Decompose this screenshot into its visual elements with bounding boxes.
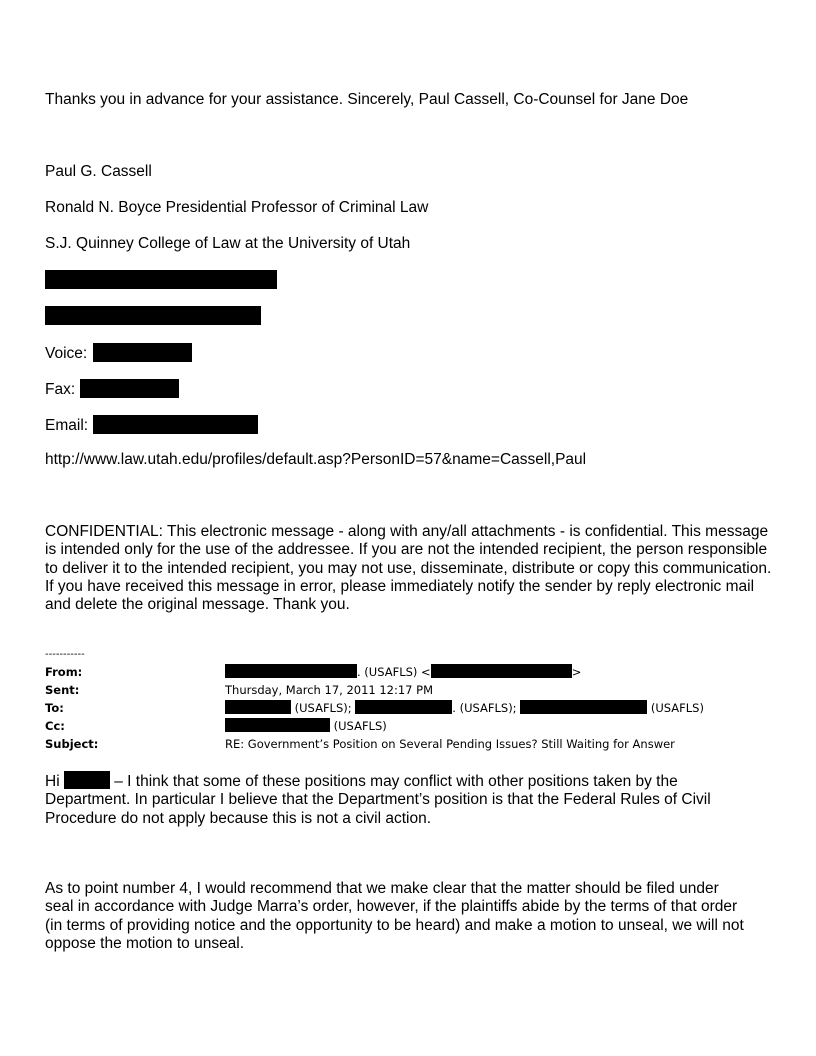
redacted-address-line-1: [45, 270, 277, 289]
body-p1-line-1: [45, 771, 775, 791]
body-paragraph-2: [45, 880, 775, 953]
body-p2-line-1: As to point number 4, I would recommend that we make clear that the matter should be filed under: [45, 880, 719, 897]
fax-row: [45, 379, 179, 399]
confidentiality-notice: CONFIDENTIAL: This electronic message - along with any/all attachments - is confidential. This message is intended only for the use of the addressee. If you are not the intended recipient, the person responsible to deliver it to the intended recipient, you may not use, disseminate, distribute or copy this communication. If you have received this message in error, please immediately notify the sender by reply electronic mail and delete the original message. Thank you.: [45, 523, 772, 614]
voice-row: [45, 343, 192, 363]
from-suffix: . (USAFLS) <: [357, 665, 431, 679]
body-p2-line-2: seal in accordance with Judge Marra’s order, however, if the plaintiffs abide by the terms of that order: [45, 898, 738, 916]
redacted-recipient-1: [225, 700, 291, 714]
to-part-3: (USAFLS): [647, 701, 704, 715]
redacted-address-line-2: [45, 306, 261, 325]
cc-value: [225, 717, 387, 735]
subject-value: RE: Government’s Position on Several Pending Issues? Still Waiting for Answer: [225, 737, 675, 751]
fax-label: Fax:: [45, 381, 76, 398]
body-p1-line-3: Procedure do not apply because this is not a civil action.: [45, 809, 432, 827]
voice-label: Voice:: [45, 345, 88, 362]
cc-part-1: (USAFLS): [330, 719, 387, 733]
body-p2-line-3: (in terms of providing notice and the opportunity to be heard) and make a motion to unseal, we will not: [45, 916, 744, 934]
redacted-fax-number: [80, 379, 179, 398]
redacted-recipient-2: [355, 700, 452, 714]
to-part-1: (USAFLS);: [291, 701, 352, 715]
greeting: Hi: [45, 773, 60, 790]
redacted-recipient-name: [64, 771, 110, 789]
redacted-sender-email: [431, 664, 572, 678]
separator: -----------: [45, 649, 85, 660]
from-value: [225, 663, 581, 681]
closing-line: Thanks you in advance for your assistance. Sincerely, Paul Cassell, Co-Counsel for Jane Doe: [45, 91, 689, 108]
body-p1-line-2: Department. In particular I believe that the Department’s position is that the Federal Rules of Civil: [45, 791, 711, 809]
redacted-voice-number: [93, 343, 192, 362]
signature-name: Paul G. Cassell: [45, 163, 152, 180]
redacted-email-address: [93, 415, 258, 434]
signature-title: Ronald N. Boyce Presidential Professor of Criminal Law: [45, 199, 429, 216]
email-row: [45, 415, 258, 435]
body-p1-text-1: – I think that some of these positions may conflict with other positions taken by the: [109, 773, 678, 790]
to-value: [225, 699, 704, 717]
signature-institution: S.J. Quinney College of Law at the University of Utah: [45, 235, 411, 252]
sent-label: Sent:: [45, 683, 80, 697]
from-close: >: [571, 665, 582, 679]
cc-label: Cc:: [45, 719, 65, 733]
to-part-2: . (USAFLS);: [452, 701, 517, 715]
profile-url[interactable]: http://www.law.utah.edu/profiles/default.asp?PersonID=57&name=Cassell,Paul: [45, 451, 587, 468]
body-p2-line-4: oppose the motion to unseal.: [45, 934, 245, 952]
redacted-cc-recipient: [225, 718, 330, 732]
email-label: Email:: [45, 417, 89, 434]
sent-value: Thursday, March 17, 2011 12:17 PM: [225, 683, 434, 697]
from-label: From:: [45, 665, 83, 679]
redacted-sender-name: [225, 664, 357, 678]
redacted-recipient-3: [520, 700, 647, 714]
subject-label: Subject:: [45, 737, 99, 751]
to-label: To:: [45, 701, 64, 715]
body-paragraph-1: [45, 771, 775, 828]
